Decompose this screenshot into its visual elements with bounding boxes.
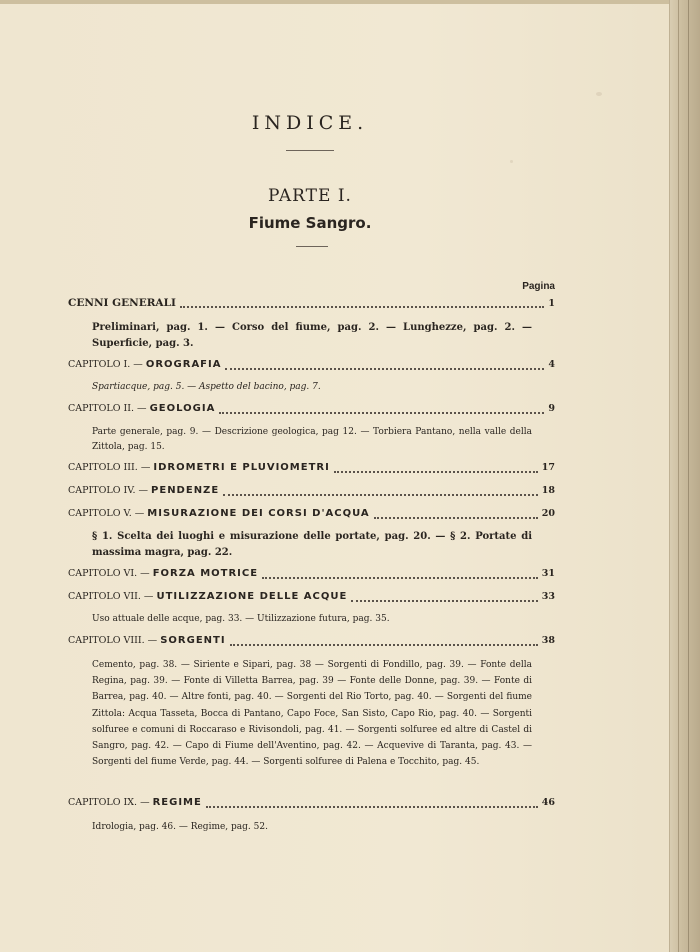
- pagina-column-label: Pagina: [522, 281, 555, 292]
- title-rule: [286, 150, 334, 151]
- dot-leader: [206, 806, 538, 808]
- toc-entry-capitolo-1[interactable]: [68, 359, 555, 373]
- toc-page-number: 18: [541, 485, 555, 496]
- dot-leader: [219, 412, 544, 414]
- top-border: [0, 0, 670, 4]
- chapter-number: CAPITOLO VIII. —: [68, 635, 161, 646]
- dot-leader: [225, 368, 544, 370]
- chapter-title: UTILIZZAZIONE DELLE ACQUE: [156, 591, 348, 602]
- chapter-number: CAPITOLO V. —: [68, 508, 148, 519]
- toc-page-number: 38: [541, 635, 555, 646]
- chapter-title: IDROMETRI E PLUVIOMETRI: [153, 462, 330, 473]
- toc-page-number: 4: [548, 359, 555, 370]
- dot-leader: [334, 471, 538, 473]
- index-title: INDICE.: [251, 112, 369, 134]
- page-edges: [669, 0, 700, 952]
- toc-page-number: 20: [541, 508, 555, 519]
- toc-page-number: 46: [541, 797, 555, 808]
- toc-entry-capitolo-4[interactable]: [68, 485, 555, 499]
- toc-subentries: Preliminari, pag. 1. — Corso del fiume, pag. 2. — Lunghezze, pag. 2. — Superficie, pag. 3.: [92, 322, 532, 349]
- chapter-title: SORGENTI: [160, 635, 226, 646]
- paper-spot: [510, 160, 513, 163]
- chapter-number: CAPITOLO IX. —: [68, 797, 153, 808]
- chapter-number: CAPITOLO VII. —: [68, 591, 157, 602]
- dot-leader: [262, 577, 538, 579]
- toc-page-number: 17: [541, 462, 555, 473]
- toc-subentries: Parte generale, pag. 9. — Descrizione geologica, pag 12. — Torbiera Pantano, nella valle della Zittola, pag. 15.: [92, 427, 532, 452]
- chapter-title: PENDENZE: [151, 485, 220, 496]
- chapter-title: FORZA MOTRICE: [152, 568, 259, 579]
- toc-subentries: Uso attuale delle acque, pag. 33. — Utilizzazione futura, pag. 35.: [92, 614, 390, 624]
- toc-entry-cenni-generali[interactable]: [68, 297, 555, 311]
- toc-entry-capitolo-7[interactable]: [68, 591, 555, 605]
- toc-subentries: Spartiacque, pag. 5. — Aspetto del bacino, pag. 7.: [92, 382, 321, 392]
- toc-entry-capitolo-8[interactable]: [68, 635, 555, 649]
- toc-entry-label: CENNI GENERALI: [68, 297, 176, 309]
- toc-subentries: Cemento, pag. 38. — Siriente e Sipari, pag. 38 — Sorgenti di Fondillo, pag. 39. — Fonte della Regina, pag. 39. — Fonte di Villetta Barrea, pag. 39 — Fonte delle Donne, pag. 39. — Fonte di Barrea, pag. 40. — Altre fonti, pag. 40. — Sorgenti del Rio Torto, pag. 40. — Sorgenti del fiume Zittola: Acqua Tasseta, Bocca di Pantano, Capo Foce, San Sisto, Capo Rio, pag. 40. — Sorgenti solfuree e comuni di Roccaraso e Rivisondoli, pag. 41. — Sorgenti solfuree ed altre di Castel di Sangro, pag. 42. — Capo di Fiume dell'Aventino, pag. 42. — Acquevive di Taranta, pag. 43. — Sorgenti del fiume Verde, pag. 44. — Sorgenti solfuree di Palena e Tocchito, pag. 45.: [92, 660, 532, 768]
- paper-spot: [596, 92, 602, 96]
- chapter-title: REGIME: [152, 797, 202, 808]
- dot-leader: [223, 494, 538, 496]
- dot-leader: [230, 644, 538, 646]
- toc-page-number: 1: [548, 298, 555, 309]
- chapter-title: OROGRAFIA: [145, 359, 222, 370]
- part-subtitle: Fiume Sangro.: [248, 214, 372, 232]
- subtitle-rule: [296, 246, 328, 247]
- dot-leader: [351, 600, 537, 602]
- toc-page-number: 33: [541, 591, 555, 602]
- chapter-number: CAPITOLO VI. —: [68, 568, 153, 579]
- toc-entry-capitolo-6[interactable]: [68, 568, 555, 582]
- chapter-number: CAPITOLO III. —: [68, 462, 154, 473]
- toc-entry-capitolo-3[interactable]: [68, 462, 555, 476]
- chapter-title: MISURAZIONE DEI CORSI D'ACQUA: [147, 508, 370, 519]
- chapter-number: CAPITOLO IV. —: [68, 485, 152, 496]
- dot-leader: [374, 517, 538, 519]
- toc-subentries: § 1. Scelta dei luoghi e misurazione delle portate, pag. 20. — § 2. Portate di massima magra, pag. 22.: [92, 531, 532, 558]
- toc-entry-capitolo-2[interactable]: [68, 403, 555, 417]
- dot-leader: [180, 306, 545, 308]
- toc-page-number: 9: [548, 403, 555, 414]
- chapter-number: CAPITOLO II. —: [68, 403, 150, 414]
- chapter-number: CAPITOLO I. —: [68, 359, 146, 370]
- toc-subentries: Idrologia, pag. 46. — Regime, pag. 52.: [92, 822, 268, 832]
- chapter-title: GEOLOGIA: [149, 403, 216, 414]
- toc-entry-capitolo-5[interactable]: [68, 508, 555, 522]
- toc-entry-capitolo-9[interactable]: [68, 797, 555, 811]
- toc-page-number: 31: [541, 568, 555, 579]
- part-heading: PARTE I.: [268, 186, 352, 206]
